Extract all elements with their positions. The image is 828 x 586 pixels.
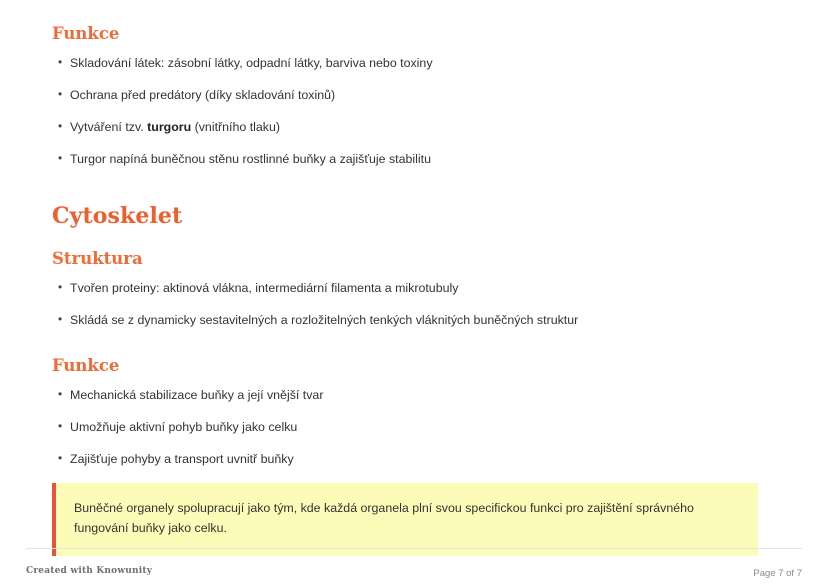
list-item bbox=[52, 387, 782, 405]
spacer bbox=[52, 183, 782, 203]
list-item bbox=[52, 280, 782, 298]
bullet-list-funkce-vakuola bbox=[52, 55, 782, 169]
spacer bbox=[52, 375, 782, 387]
footer-credit: Created with Knowunity bbox=[26, 566, 153, 576]
callout-box bbox=[52, 483, 758, 556]
list-item-text-bold: turgoru bbox=[147, 119, 192, 134]
section-heading-funkce-vakuola: Funkce bbox=[52, 24, 120, 43]
spacer bbox=[52, 268, 782, 280]
list-item bbox=[52, 312, 782, 330]
footer-page-number: Page 7 of 7 bbox=[753, 568, 802, 579]
list-item-text-pre: Vytváření tzv. bbox=[70, 119, 148, 134]
bullet-list-funkce-cytoskelet bbox=[52, 387, 782, 469]
list-item bbox=[52, 151, 782, 169]
footer-divider bbox=[26, 548, 802, 549]
section-heading-struktura: Struktura bbox=[52, 248, 143, 268]
list-item-text: Zajišťuje pohyby a transport uvnitř buňky bbox=[70, 451, 294, 466]
list-item bbox=[52, 419, 782, 437]
section-heading-funkce-cytoskelet: Funkce bbox=[52, 355, 120, 375]
list-item-text: Mechanická stabilizace buňky a její vnější tvar bbox=[70, 387, 324, 402]
spacer bbox=[52, 43, 782, 55]
list-item bbox=[52, 87, 782, 105]
list-item-text: Turgor napíná buněčnou stěnu rostlinné buňky a zajišťuje stabilitu bbox=[70, 151, 431, 166]
section-heading-cytoskelet: Cytoskelet bbox=[52, 202, 183, 229]
list-item bbox=[52, 451, 782, 469]
list-item-text: Ochrana před predátory (díky skladování toxinů) bbox=[70, 87, 336, 102]
document-content bbox=[52, 24, 782, 556]
spacer bbox=[52, 229, 782, 249]
list-item bbox=[52, 119, 782, 137]
spacer bbox=[52, 344, 782, 356]
list-item-text: Umožňuje aktivní pohyb buňky jako celku bbox=[70, 419, 298, 434]
callout-text: Buněčné organely spolupracují jako tým, kde každá organela plní svou specifickou funkci pro zajištění správného fungování buňky jako celku. bbox=[74, 500, 694, 535]
list-item-text: Skladování látek: zásobní látky, odpadní látky, barviva nebo toxiny bbox=[70, 56, 433, 70]
list-item-text: Tvořen proteiny: aktinová vlákna, intermediární filamenta a mikrotubuly bbox=[70, 280, 459, 295]
list-item-text-post: (vnitřního tlaku) bbox=[191, 119, 281, 134]
list-item bbox=[52, 55, 782, 73]
list-item-text: Skládá se z dynamicky sestavitelných a rozložitelných tenkých vláknitých buněčných struktur bbox=[70, 312, 579, 327]
bullet-list-struktura bbox=[52, 280, 782, 330]
